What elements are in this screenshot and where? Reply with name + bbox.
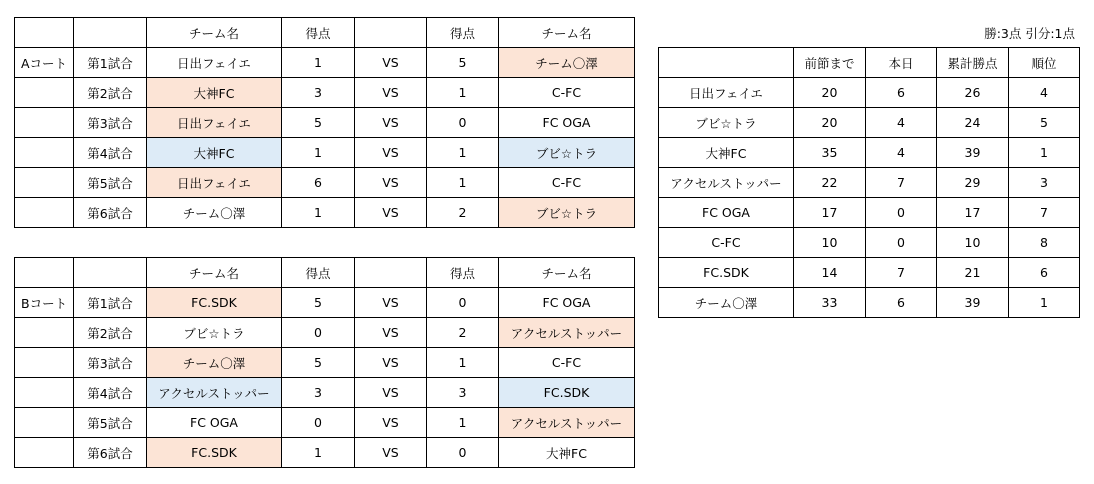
match-row xyxy=(15,168,635,198)
team-name-header: チーム名 xyxy=(499,258,635,288)
standings-team-name: FC.SDK xyxy=(659,258,794,288)
score-header: 得点 xyxy=(427,258,499,288)
standings-previous-points: 17 xyxy=(794,198,866,228)
team2-score: 1 xyxy=(427,408,499,438)
vs-label: VS xyxy=(355,168,427,198)
court-label: Bコート xyxy=(15,288,74,318)
standings-today-points: 7 xyxy=(866,258,937,288)
standings-header: 前節まで xyxy=(794,48,866,78)
team1-name: 日出フェイエ xyxy=(147,168,282,198)
team2-score: 1 xyxy=(427,78,499,108)
team-name-header: チーム名 xyxy=(147,258,282,288)
standings-total-points: 10 xyxy=(937,228,1009,258)
team2-name: FC OGA xyxy=(499,288,635,318)
court-label-empty xyxy=(15,438,74,468)
team2-name: FC OGA xyxy=(499,108,635,138)
court-label-empty xyxy=(15,168,74,198)
standings-row xyxy=(659,198,1080,228)
vs-label: VS xyxy=(355,288,427,318)
match-row xyxy=(15,198,635,228)
court-label-empty xyxy=(15,108,74,138)
standings-team-name: ブビ☆トラ xyxy=(659,108,794,138)
game-number: 第5試合 xyxy=(74,168,147,198)
court-a-table xyxy=(14,17,635,228)
standings-header: 累計勝点 xyxy=(937,48,1009,78)
game-number: 第3試合 xyxy=(74,108,147,138)
standings-team-name: 大神FC xyxy=(659,138,794,168)
team1-name: アクセルストッパー xyxy=(147,378,282,408)
match-row xyxy=(15,138,635,168)
points-rule-note: 勝:3点 引分:1点 xyxy=(984,26,1075,41)
team1-score: 3 xyxy=(282,378,355,408)
team2-name: チーム〇澤 xyxy=(499,48,635,78)
team1-score: 0 xyxy=(282,318,355,348)
standings-total-points: 29 xyxy=(937,168,1009,198)
standings-rank: 7 xyxy=(1009,198,1080,228)
match-row xyxy=(15,438,635,468)
team1-name: FC OGA xyxy=(147,408,282,438)
match-row xyxy=(15,348,635,378)
team1-name: チーム〇澤 xyxy=(147,198,282,228)
team1-name: 大神FC xyxy=(147,78,282,108)
team1-score: 5 xyxy=(282,348,355,378)
standings-row xyxy=(659,258,1080,288)
standings-previous-points: 20 xyxy=(794,78,866,108)
game-number: 第6試合 xyxy=(74,198,147,228)
header-empty-cell xyxy=(74,258,147,288)
standings-table xyxy=(658,47,1080,318)
team1-score: 1 xyxy=(282,198,355,228)
vs-label: VS xyxy=(355,318,427,348)
team1-score: 0 xyxy=(282,408,355,438)
court-label-empty xyxy=(15,138,74,168)
standings-rank: 1 xyxy=(1009,288,1080,318)
standings-total-points: 39 xyxy=(937,288,1009,318)
game-number: 第4試合 xyxy=(74,138,147,168)
team1-score: 1 xyxy=(282,438,355,468)
score-header: 得点 xyxy=(282,258,355,288)
standings-total-points: 24 xyxy=(937,108,1009,138)
team2-name: アクセルストッパー xyxy=(499,318,635,348)
game-number: 第3試合 xyxy=(74,348,147,378)
match-row xyxy=(15,288,635,318)
standings-row xyxy=(659,168,1080,198)
standings-row xyxy=(659,288,1080,318)
standings-today-points: 0 xyxy=(866,198,937,228)
standings-today-points: 0 xyxy=(866,228,937,258)
standings-today-points: 6 xyxy=(866,288,937,318)
standings-rank: 6 xyxy=(1009,258,1080,288)
team1-score: 1 xyxy=(282,138,355,168)
standings-row xyxy=(659,138,1080,168)
standings-previous-points: 14 xyxy=(794,258,866,288)
team2-name: ブビ☆トラ xyxy=(499,198,635,228)
team1-name: FC.SDK xyxy=(147,438,282,468)
team2-score: 1 xyxy=(427,138,499,168)
match-row xyxy=(15,318,635,348)
court-b-body xyxy=(15,258,635,468)
header-empty-cell xyxy=(15,18,74,48)
game-number: 第5試合 xyxy=(74,408,147,438)
vs-label: VS xyxy=(355,438,427,468)
standings-total-points: 39 xyxy=(937,138,1009,168)
header-empty-cell xyxy=(355,258,427,288)
standings-rank: 3 xyxy=(1009,168,1080,198)
standings-row xyxy=(659,228,1080,258)
team2-score: 2 xyxy=(427,198,499,228)
court-header-row xyxy=(15,18,635,48)
team2-score: 0 xyxy=(427,108,499,138)
game-number: 第2試合 xyxy=(74,78,147,108)
team2-score: 3 xyxy=(427,378,499,408)
match-row xyxy=(15,378,635,408)
standings-today-points: 4 xyxy=(866,108,937,138)
team2-score: 0 xyxy=(427,438,499,468)
team2-score: 1 xyxy=(427,168,499,198)
team1-score: 5 xyxy=(282,108,355,138)
standings-header: 本日 xyxy=(866,48,937,78)
team2-score: 5 xyxy=(427,48,499,78)
standings-rank: 4 xyxy=(1009,78,1080,108)
vs-label: VS xyxy=(355,408,427,438)
standings-total-points: 21 xyxy=(937,258,1009,288)
standings-today-points: 4 xyxy=(866,138,937,168)
team1-name: FC.SDK xyxy=(147,288,282,318)
team2-name: アクセルストッパー xyxy=(499,408,635,438)
team2-score: 2 xyxy=(427,318,499,348)
vs-label: VS xyxy=(355,138,427,168)
team2-name: C-FC xyxy=(499,348,635,378)
court-label-empty xyxy=(15,378,74,408)
team1-score: 5 xyxy=(282,288,355,318)
standings-row xyxy=(659,78,1080,108)
standings-header-empty xyxy=(659,48,794,78)
game-number: 第1試合 xyxy=(74,48,147,78)
team1-name: 大神FC xyxy=(147,138,282,168)
header-empty-cell xyxy=(15,258,74,288)
standings-body xyxy=(659,48,1080,318)
vs-label: VS xyxy=(355,378,427,408)
standings-previous-points: 22 xyxy=(794,168,866,198)
team1-name: チーム〇澤 xyxy=(147,348,282,378)
standings-rank: 1 xyxy=(1009,138,1080,168)
team2-score: 1 xyxy=(427,348,499,378)
standings-previous-points: 20 xyxy=(794,108,866,138)
standings-rank: 8 xyxy=(1009,228,1080,258)
standings-team-name: FC OGA xyxy=(659,198,794,228)
team2-name: 大神FC xyxy=(499,438,635,468)
score-header: 得点 xyxy=(427,18,499,48)
standings-team-name: 日出フェイエ xyxy=(659,78,794,108)
team1-name: 日出フェイエ xyxy=(147,48,282,78)
team-name-header: チーム名 xyxy=(499,18,635,48)
team2-name: ブビ☆トラ xyxy=(499,138,635,168)
court-header-row xyxy=(15,258,635,288)
team1-score: 3 xyxy=(282,78,355,108)
header-empty-cell xyxy=(74,18,147,48)
team-name-header: チーム名 xyxy=(147,18,282,48)
standings-row xyxy=(659,108,1080,138)
court-b-table xyxy=(14,257,635,468)
score-header: 得点 xyxy=(282,18,355,48)
vs-label: VS xyxy=(355,348,427,378)
standings-header-row xyxy=(659,48,1080,78)
standings-total-points: 26 xyxy=(937,78,1009,108)
standings-today-points: 6 xyxy=(866,78,937,108)
team1-score: 6 xyxy=(282,168,355,198)
standings-total-points: 17 xyxy=(937,198,1009,228)
standings-team-name: C-FC xyxy=(659,228,794,258)
court-label-empty xyxy=(15,348,74,378)
match-row xyxy=(15,78,635,108)
header-empty-cell xyxy=(355,18,427,48)
court-label-empty xyxy=(15,78,74,108)
standings-header: 順位 xyxy=(1009,48,1080,78)
standings-previous-points: 33 xyxy=(794,288,866,318)
team2-name: FC.SDK xyxy=(499,378,635,408)
team2-score: 0 xyxy=(427,288,499,318)
match-row xyxy=(15,408,635,438)
standings-previous-points: 10 xyxy=(794,228,866,258)
match-row xyxy=(15,108,635,138)
court-label-empty xyxy=(15,408,74,438)
team1-name: ブビ☆トラ xyxy=(147,318,282,348)
vs-label: VS xyxy=(355,198,427,228)
match-row xyxy=(15,48,635,78)
team2-name: C-FC xyxy=(499,168,635,198)
vs-label: VS xyxy=(355,48,427,78)
game-number: 第6試合 xyxy=(74,438,147,468)
standings-rank: 5 xyxy=(1009,108,1080,138)
game-number: 第4試合 xyxy=(74,378,147,408)
team1-name: 日出フェイエ xyxy=(147,108,282,138)
standings-previous-points: 35 xyxy=(794,138,866,168)
game-number: 第2試合 xyxy=(74,318,147,348)
team1-score: 1 xyxy=(282,48,355,78)
vs-label: VS xyxy=(355,78,427,108)
court-label-empty xyxy=(15,198,74,228)
standings-team-name: アクセルストッパー xyxy=(659,168,794,198)
court-label: Aコート xyxy=(15,48,74,78)
standings-today-points: 7 xyxy=(866,168,937,198)
team2-name: C-FC xyxy=(499,78,635,108)
court-label-empty xyxy=(15,318,74,348)
game-number: 第1試合 xyxy=(74,288,147,318)
vs-label: VS xyxy=(355,108,427,138)
court-a-body xyxy=(15,18,635,228)
standings-team-name: チーム〇澤 xyxy=(659,288,794,318)
